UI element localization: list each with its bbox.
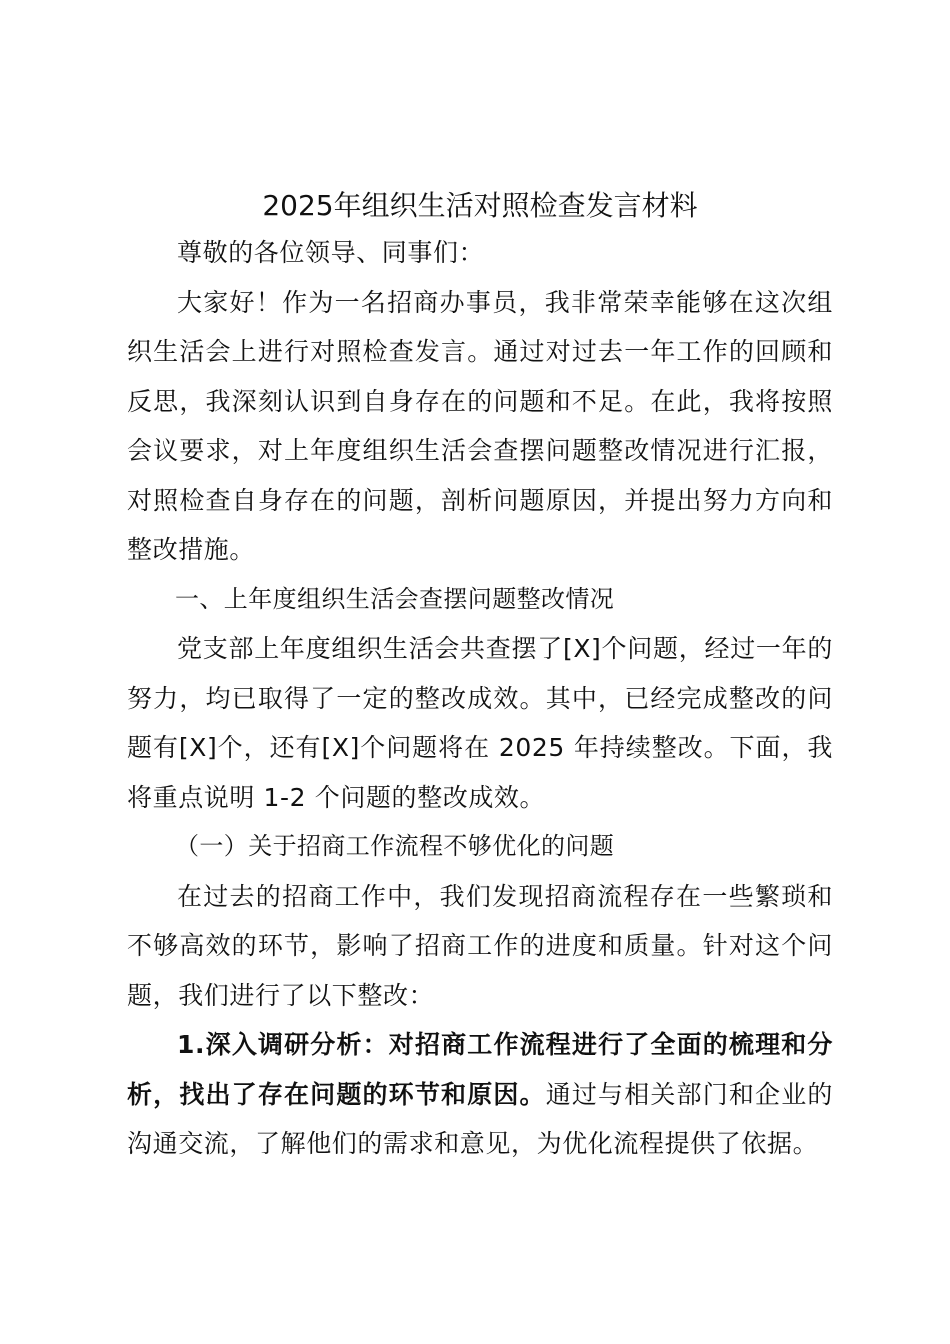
- document-title: 2025年组织生活对照检查发言材料: [262, 189, 698, 222]
- subsection-heading-1: （一）关于招商工作流程不够优化的问题: [175, 832, 615, 860]
- item-1-paragraph: [127, 1020, 833, 1169]
- intro-paragraph: 大家好！作为一名招商办事员，我非常荣幸能够在这次组织生活会上进行对照检查发言。通过对过去一年工作的回顾和反思，我深刻认识到自身存在的问题和不足。在此，我将按照会议要求，对上年度组织生活会查摆问题整改情况进行汇报，对照检查自身存在的问题，剖析问题原因，并提出努力方向和整改措施。: [127, 287, 833, 564]
- subsection-1-paragraph: 在过去的招商工作中，我们发现招商流程存在一些繁琐和不够高效的环节，影响了招商工作的进度和质量。针对这个问题，我们进行了以下整改：: [127, 881, 833, 1010]
- item-1-bold-lead: 1.深入调研分析：对招商工作流程进行了全面的梳理和分析，找出了存在问题的环节和原因。: [127, 1030, 833, 1109]
- section-1-paragraph: 党支部上年度组织生活会共查摆了[X]个问题，经过一年的努力，均已取得了一定的整改成效。其中，已经完成整改的问题有[X]个，还有[X]个问题将在 2025 年持续整改。下面，我将重点说明 1-2 个问题的整改成效。: [127, 634, 833, 812]
- item-1-text: 通过与相关部门和企业的沟通交流，了解他们的需求和意见，为优化流程提供了依据。: [127, 1079, 833, 1158]
- salutation: 尊敬的各位领导、同事们：: [177, 238, 485, 267]
- document-body: [127, 184, 833, 1169]
- section-heading-1: 一、上年度组织生活会查摆问题整改情况: [175, 584, 615, 613]
